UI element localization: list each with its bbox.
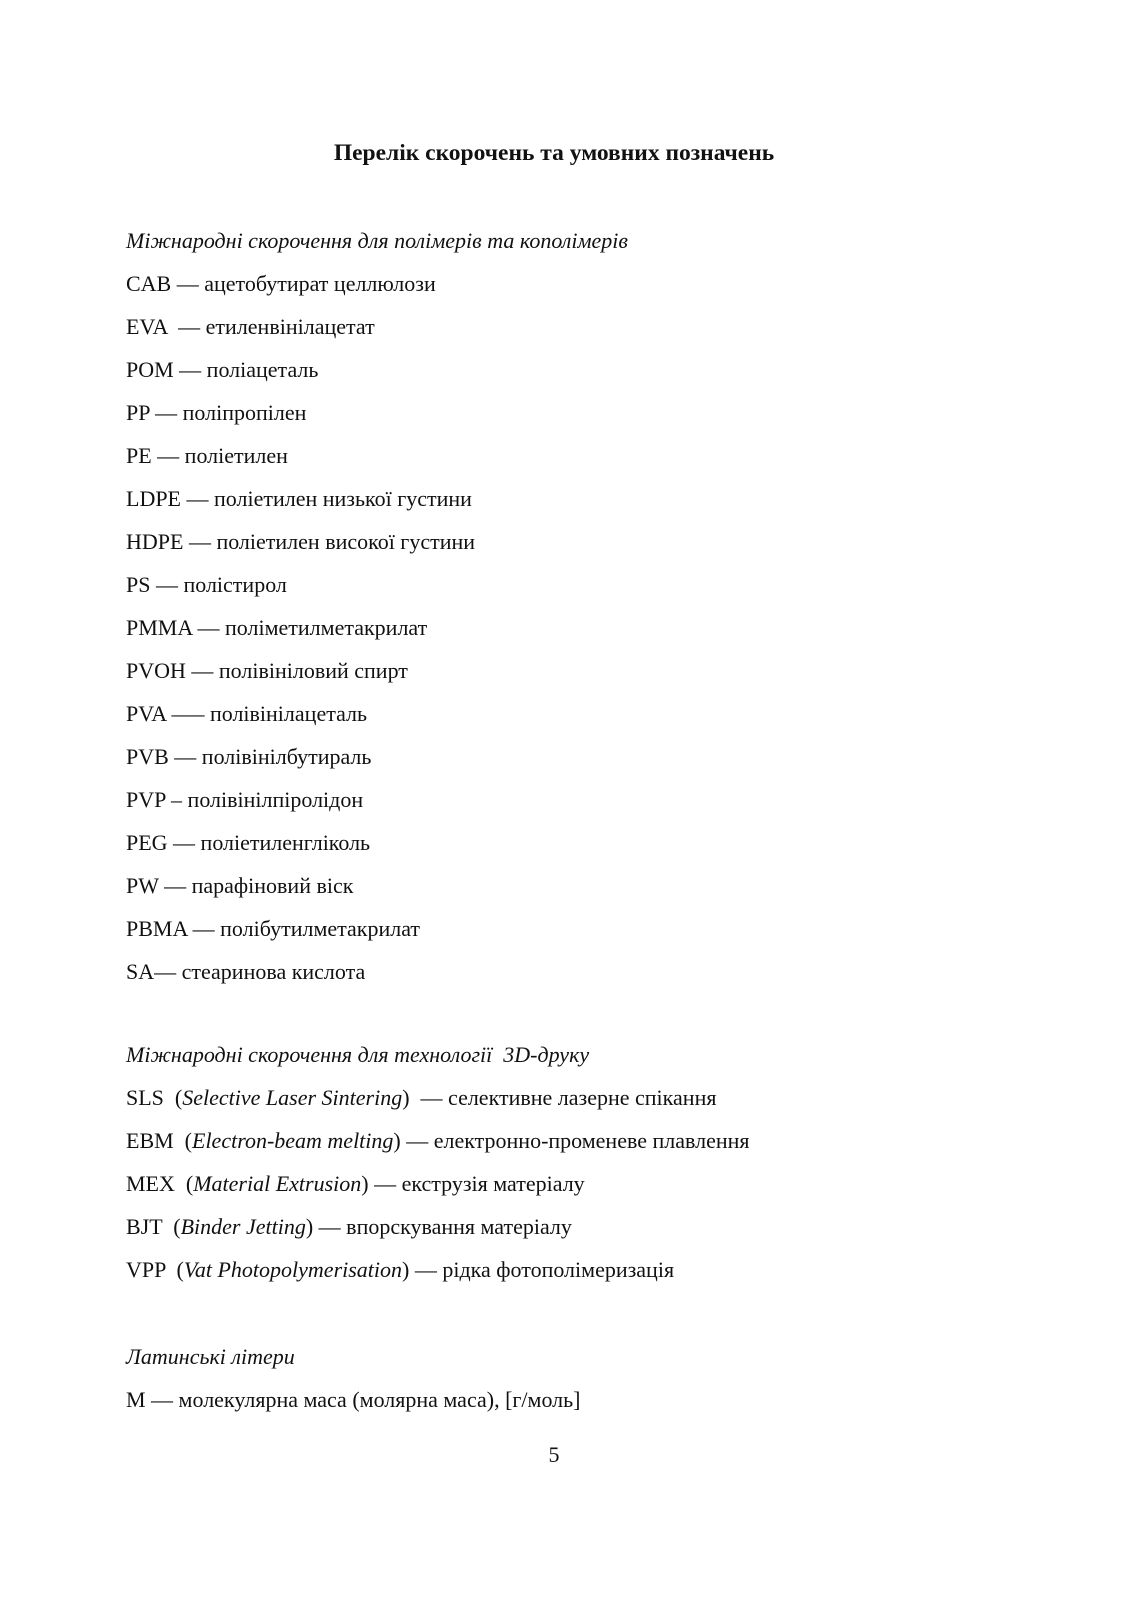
description: ) — рідка фотополімеризація [402,1257,675,1282]
english-term: Material Extrusion [193,1171,362,1196]
list-item [126,1119,750,1162]
section-heading: Міжнародні скорочення для полімерів та кополімерів [126,228,628,253]
latin-letters-list [126,1378,581,1421]
list-item: PP — поліпропілен [126,400,307,425]
polymers-list [126,262,628,993]
list-item: PVOH — полівініловий спирт [126,658,408,683]
list-item: EVA — етиленвінілацетат [126,314,375,339]
abbreviation: BJT ( [126,1214,181,1239]
list-item: HDPE — поліетилен високої густини [126,529,476,554]
english-term: Binder Jetting [180,1214,306,1239]
list-item: PE — поліетилен [126,443,288,468]
latin-letters-section [126,1335,581,1421]
list-item: SA— стеаринова кислота [126,959,366,984]
abbreviation: EBM ( [126,1128,192,1153]
page-number: 5 [548,1442,560,1467]
3d-printing-section [126,1033,750,1291]
list-item [126,1076,750,1119]
list-item: LDPE — поліетилен низької густини [126,486,472,511]
description: ) — екструзія матеріалу [361,1171,585,1196]
list-item: PMMA — поліметилметакрилат [126,615,428,640]
list-item: PVP – полівінілпіролідон [126,787,364,812]
list-item: PBMA — полібутилметакрилат [126,916,421,941]
english-term: Selective Laser Sintering [182,1085,403,1110]
abbreviation: MEX ( [126,1171,194,1196]
list-item: PEG — поліетиленгліколь [126,830,371,855]
polymers-section [126,219,628,993]
list-item: CAB — ацетобутират целлюлози [126,271,436,296]
list-item: M — молекулярна маса (молярна маса), [г/моль] [126,1387,581,1412]
section-heading: Латинські літери [126,1344,295,1369]
abbreviation: VPP ( [126,1257,184,1282]
list-item [126,1248,750,1291]
list-item [126,1162,750,1205]
list-item: PW — парафіновий віск [126,873,354,898]
list-item [126,1205,750,1248]
abbreviation: SLS ( [126,1085,183,1110]
english-term: Electron-beam melting [192,1128,394,1153]
description: ) — селективне лазерне спікання [402,1085,717,1110]
english-term: Vat Photopolymerisation [183,1257,403,1282]
list-item: PS — полістирол [126,572,287,597]
section-heading: Міжнародні скорочення для технології 3D-друку [126,1042,590,1067]
3d-printing-list [126,1076,750,1291]
page-title: Перелік скорочень та умовних позначень [333,140,775,166]
list-item: PVA ––– полівінілацеталь [126,701,368,726]
list-item: PVB — полівінілбутираль [126,744,372,769]
description: ) — впорскування матеріалу [305,1214,572,1239]
description: ) — електронно-променеве плавлення [393,1128,750,1153]
list-item: POM — поліацеталь [126,357,319,382]
